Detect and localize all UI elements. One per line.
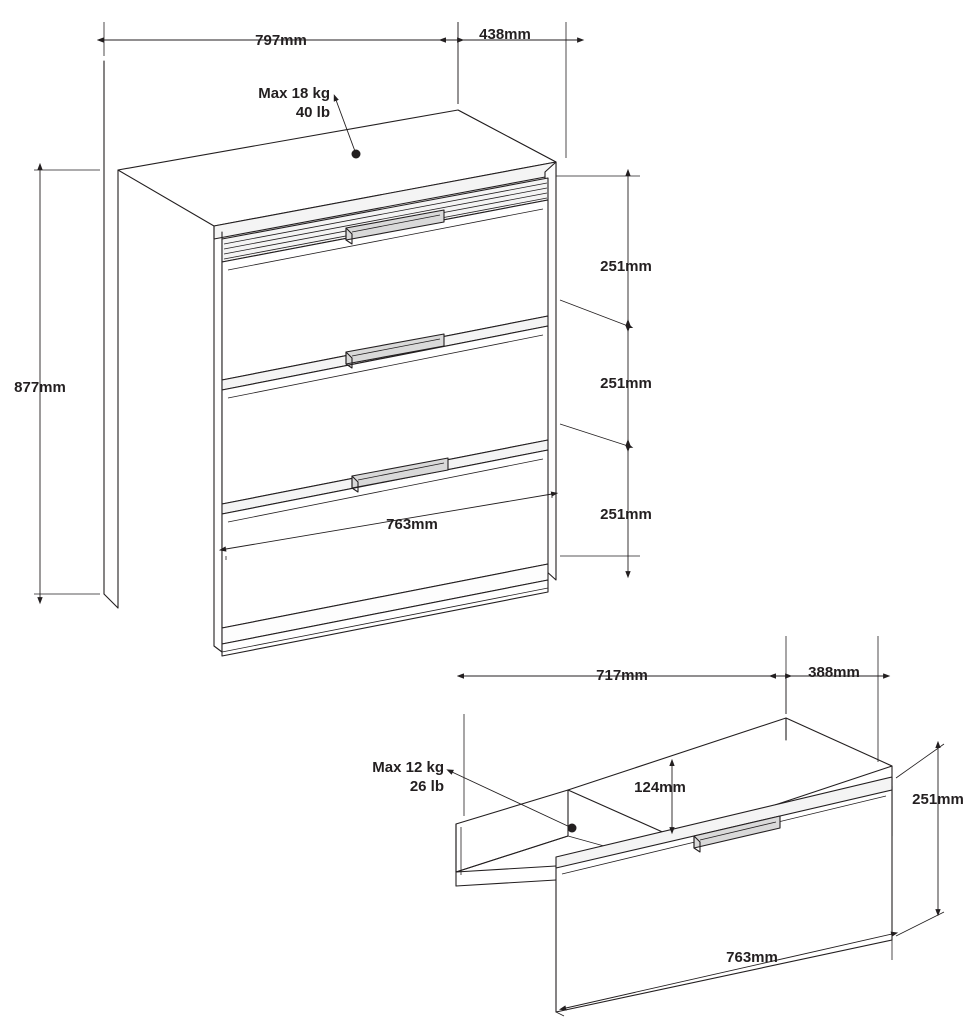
dim-drawer-front-width-label: 763mm	[726, 949, 778, 966]
dim-drawer-2-height-label: 251mm	[600, 375, 652, 392]
drawer-front-left-face	[456, 866, 556, 1012]
chest-front-left-edge	[214, 226, 222, 652]
dim-drawer-inner-height-label: 124mm	[634, 779, 686, 796]
dim-drawer-inner-width-label: 717mm	[596, 667, 648, 684]
chest-load-label-line1: Max 18 kg	[258, 85, 330, 102]
drawer-detail-view	[372, 636, 964, 1016]
drawer-load-label-line1: Max 12 kg	[372, 759, 444, 776]
dim-drawer-1-height-label: 251mm	[600, 258, 652, 275]
drawer-left-side	[456, 790, 568, 875]
drawer-load-label-line2: 26 lb	[409, 778, 444, 795]
chest-carcass-left	[104, 61, 118, 608]
dim-chest-width-label: 797mm	[255, 32, 307, 49]
dim-drawer-front-height-label: 251mm	[912, 791, 964, 808]
dim-chest-height-label: 877mm	[14, 379, 66, 396]
chest-assembled-view	[14, 22, 652, 656]
dim-drawer-inner-depth-label: 388mm	[808, 664, 860, 681]
dim-drawer-3-height-label: 251mm	[600, 506, 652, 523]
dim-chest-front-width-label: 763mm	[386, 516, 438, 533]
dim-chest-depth-label: 438mm	[479, 26, 531, 43]
chest-load-label-line2: 40 lb	[295, 104, 330, 121]
dim-drawer-front-height	[896, 744, 944, 936]
